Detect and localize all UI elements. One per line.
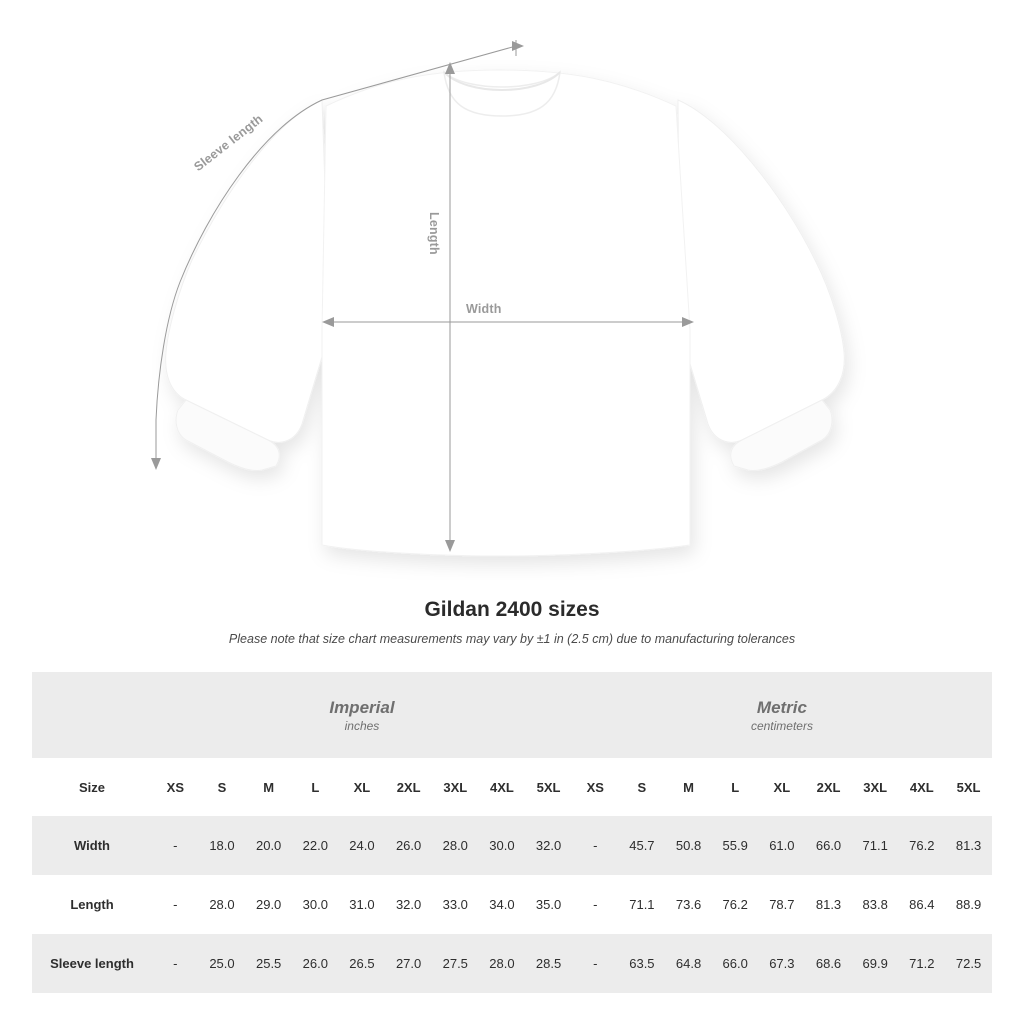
sleeve-length-dimension-label: Sleeve length: [191, 111, 266, 174]
header-metric-xl: XL: [759, 758, 806, 816]
row-label-sleeve-length: Sleeve length: [32, 934, 152, 993]
length-imperial-xl: 31.0: [339, 875, 386, 934]
header-metric-l: L: [712, 758, 759, 816]
row-label-width: Width: [32, 816, 152, 875]
width-dimension-label: Width: [466, 302, 502, 316]
header-metric-xs: XS: [572, 758, 619, 816]
sleeve-imperial-3xl: 27.5: [432, 934, 479, 993]
sleeve-imperial-m: 25.5: [245, 934, 292, 993]
length-imperial-3xl: 33.0: [432, 875, 479, 934]
header-imperial-2xl: 2XL: [385, 758, 432, 816]
width-imperial-xs: -: [152, 816, 199, 875]
length-metric-xs: -: [572, 875, 619, 934]
tolerance-note: Please note that size chart measurements may vary by ±1 in (2.5 cm) due to manufacturing tolerances: [228, 632, 796, 646]
width-imperial-4xl: 30.0: [479, 816, 526, 875]
metric-unit-sub: centimeters: [750, 719, 813, 734]
width-metric-l: 55.9: [712, 816, 759, 875]
length-metric-s: 71.1: [619, 875, 666, 934]
metric-unit-header: [572, 672, 992, 758]
header-imperial-m: M: [245, 758, 292, 816]
header-imperial-s: S: [199, 758, 246, 816]
width-imperial-3xl: 28.0: [432, 816, 479, 875]
size-header-row: [32, 758, 992, 816]
table-row: [32, 875, 992, 934]
length-metric-4xl: 86.4: [899, 875, 946, 934]
sleeve-imperial-5xl: 28.5: [525, 934, 572, 993]
width-metric-3xl: 71.1: [852, 816, 899, 875]
length-imperial-5xl: 35.0: [525, 875, 572, 934]
size-chart-table: [32, 672, 992, 993]
header-metric-m: M: [665, 758, 712, 816]
sleeve-metric-2xl: 68.6: [805, 934, 852, 993]
header-imperial-3xl: 3XL: [432, 758, 479, 816]
unit-row-spacer: [32, 672, 152, 758]
sleeve-metric-m: 64.8: [665, 934, 712, 993]
width-metric-xl: 61.0: [759, 816, 806, 875]
length-metric-5xl: 88.9: [945, 875, 992, 934]
header-metric-5xl: 5XL: [945, 758, 992, 816]
length-imperial-l: 30.0: [292, 875, 339, 934]
sleeve-metric-xs: -: [572, 934, 619, 993]
row-label-length: Length: [32, 875, 152, 934]
length-metric-l: 76.2: [712, 875, 759, 934]
sleeve-metric-3xl: 69.9: [852, 934, 899, 993]
length-metric-m: 73.6: [665, 875, 712, 934]
imperial-unit-name: Imperial: [329, 697, 395, 717]
header-metric-4xl: 4XL: [899, 758, 946, 816]
width-imperial-5xl: 32.0: [525, 816, 572, 875]
sleeve-imperial-s: 25.0: [199, 934, 246, 993]
sleeve-metric-4xl: 71.2: [899, 934, 946, 993]
size-column-label: Size: [32, 758, 152, 816]
table-row: [32, 816, 992, 875]
header-metric-2xl: 2XL: [805, 758, 852, 816]
width-imperial-2xl: 26.0: [385, 816, 432, 875]
length-metric-xl: 78.7: [759, 875, 806, 934]
imperial-unit-sub: inches: [344, 719, 380, 734]
width-imperial-s: 18.0: [199, 816, 246, 875]
width-metric-2xl: 66.0: [805, 816, 852, 875]
sleeve-imperial-4xl: 28.0: [479, 934, 526, 993]
metric-unit-name: Metric: [756, 697, 807, 717]
sleeve-imperial-xl: 26.5: [339, 934, 386, 993]
sleeve-metric-xl: 67.3: [759, 934, 806, 993]
length-imperial-m: 29.0: [245, 875, 292, 934]
length-imperial-s: 28.0: [199, 875, 246, 934]
page-title: Gildan 2400 sizes: [424, 598, 600, 621]
width-imperial-xl: 24.0: [339, 816, 386, 875]
unit-header-row: [32, 672, 992, 758]
header-imperial-xl: XL: [339, 758, 386, 816]
length-dimension-label: Length: [427, 212, 441, 255]
header-imperial-4xl: 4XL: [479, 758, 526, 816]
header-imperial-l: L: [292, 758, 339, 816]
header-metric-3xl: 3XL: [852, 758, 899, 816]
length-imperial-2xl: 32.0: [385, 875, 432, 934]
header-metric-s: S: [619, 758, 666, 816]
sleeve-imperial-2xl: 27.0: [385, 934, 432, 993]
length-metric-2xl: 81.3: [805, 875, 852, 934]
sleeve-metric-s: 63.5: [619, 934, 666, 993]
length-imperial-4xl: 34.0: [479, 875, 526, 934]
table-row: [32, 934, 992, 993]
sleeve-imperial-xs: -: [152, 934, 199, 993]
header-imperial-5xl: 5XL: [525, 758, 572, 816]
sleeve-imperial-l: 26.0: [292, 934, 339, 993]
size-chart-table-wrapper: [32, 672, 992, 993]
title-block: [0, 598, 1024, 646]
width-metric-xs: -: [572, 816, 619, 875]
width-metric-m: 50.8: [665, 816, 712, 875]
width-metric-4xl: 76.2: [899, 816, 946, 875]
length-metric-3xl: 83.8: [852, 875, 899, 934]
width-metric-5xl: 81.3: [945, 816, 992, 875]
width-imperial-l: 22.0: [292, 816, 339, 875]
sleeve-metric-5xl: 72.5: [945, 934, 992, 993]
width-imperial-m: 20.0: [245, 816, 292, 875]
imperial-unit-header: [152, 672, 572, 758]
header-imperial-xs: XS: [152, 758, 199, 816]
sleeve-metric-l: 66.0: [712, 934, 759, 993]
width-metric-s: 45.7: [619, 816, 666, 875]
length-imperial-xs: -: [152, 875, 199, 934]
